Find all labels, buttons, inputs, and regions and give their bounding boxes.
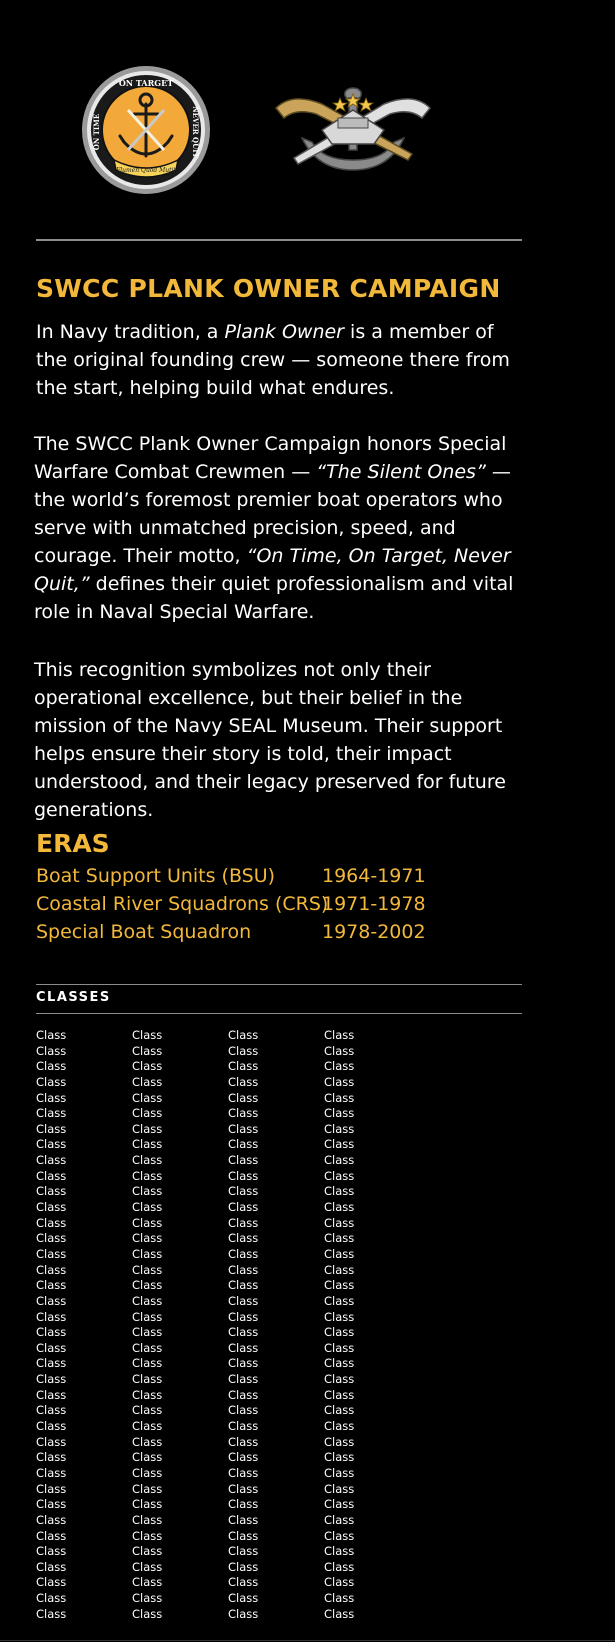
class-cell: Class [132, 1059, 163, 1074]
class-cell: Class [132, 1028, 163, 1042]
class-cell: Class [132, 1106, 163, 1121]
classes-grid [36, 1028, 436, 1622]
class-cell: Class [324, 1403, 355, 1418]
class-cell: Class [36, 1450, 67, 1465]
class-cell: Class [228, 1168, 259, 1183]
class-cell: Class [36, 1606, 67, 1621]
class-cell: Class [228, 1153, 259, 1168]
class-cell: Class [36, 1481, 67, 1496]
eras-title: ERAS [36, 829, 110, 858]
class-cell: Class [324, 1591, 355, 1606]
svg-text:ON TARGET: ON TARGET [118, 78, 174, 88]
svg-text:ON TIME: ON TIME [92, 113, 101, 151]
class-cell: Class [36, 1528, 67, 1543]
class-cell: Class [132, 1512, 163, 1527]
class-cell: Class [228, 1262, 259, 1277]
class-cell: Class [324, 1059, 355, 1074]
class-cell: Class [36, 1121, 67, 1136]
class-cell: Class [324, 1262, 355, 1277]
section-divider [36, 239, 522, 241]
class-cell: Class [132, 1325, 163, 1340]
class-cell: Class [132, 1575, 163, 1590]
class-cell: Class [324, 1246, 355, 1261]
class-cell: Class [324, 1497, 355, 1512]
class-cell: Class [228, 1309, 259, 1324]
class-cell: Class [36, 1246, 67, 1261]
classes-top-divider [36, 984, 522, 985]
class-cell: Class [132, 1293, 163, 1308]
class-cell: Class [132, 1340, 163, 1355]
class-cell: Class [36, 1387, 67, 1402]
class-cell: Class [36, 1497, 67, 1512]
class-cell: Class [132, 1372, 163, 1387]
eras-list [36, 862, 596, 946]
class-cell: Class [132, 1434, 163, 1449]
class-cell: Class [324, 1606, 355, 1621]
class-cell: Class [324, 1168, 355, 1183]
class-cell: Class [228, 1278, 259, 1293]
class-cell: Class [132, 1200, 163, 1215]
class-cell: Class [132, 1450, 163, 1465]
class-cell: Class [228, 1293, 259, 1308]
class-cell: Class [132, 1387, 163, 1402]
class-cell: Class [228, 1465, 259, 1480]
class-cell: Class [36, 1559, 67, 1574]
class-cell: Class [36, 1591, 67, 1606]
class-cell: Class [36, 1168, 67, 1183]
class-cell: Class [132, 1246, 163, 1261]
class-cell: Class [36, 1419, 67, 1434]
svg-text:Flumen Quod Mutit: Flumen Quod Mutit [116, 167, 176, 174]
campaign-intro-paragraph: In Navy tradition, a Plank Owner is a member of the original founding crew — someone there from the start, helping build what endures. [36, 321, 510, 399]
class-cell: Class [324, 1028, 355, 1042]
svg-text:NEVER QUIT: NEVER QUIT [191, 106, 200, 158]
era-name: Special Boat Squadron [36, 921, 252, 943]
class-cell: Class [36, 1106, 67, 1121]
class-cell: Class [36, 1340, 67, 1355]
class-cell: Class [132, 1419, 163, 1434]
class-cell: Class [324, 1293, 355, 1308]
class-cell: Class [132, 1074, 163, 1089]
class-cell: Class [228, 1106, 259, 1121]
campaign-recognition-paragraph: This recognition symbolizes not only their operational excellence, but their belief in the mission of the Navy SEAL Museum. Their support helps ensure their story is told, their impact understood, and their legacy preserved for future generations. [34, 659, 506, 821]
class-cell: Class [324, 1512, 355, 1527]
class-cell: Class [228, 1090, 259, 1105]
class-cell: Class [324, 1528, 355, 1543]
class-cell: Class [324, 1434, 355, 1449]
class-cell: Class [36, 1309, 67, 1324]
class-cell: Class [228, 1419, 259, 1434]
class-cell: Class [324, 1106, 355, 1121]
class-cell: Class [324, 1215, 355, 1230]
class-cell: Class [324, 1356, 355, 1371]
class-cell: Class [324, 1090, 355, 1105]
class-cell: Class [36, 1215, 67, 1230]
class-cell: Class [324, 1481, 355, 1496]
classes-bottom-divider [36, 1013, 522, 1014]
class-cell: Class [132, 1309, 163, 1324]
class-cell: Class [36, 1575, 67, 1590]
class-cell: Class [324, 1137, 355, 1152]
class-cell: Class [36, 1293, 67, 1308]
class-cell: Class [228, 1074, 259, 1089]
class-cell: Class [324, 1200, 355, 1215]
class-cell: Class [36, 1465, 67, 1480]
class-cell: Class [228, 1340, 259, 1355]
class-cell: Class [324, 1074, 355, 1089]
class-cell: Class [228, 1043, 259, 1058]
class-cell: Class [228, 1403, 259, 1418]
class-cell: Class [132, 1168, 163, 1183]
class-cell: Class [228, 1246, 259, 1261]
era-name: Coastal River Squadrons (CRS) [36, 893, 329, 915]
class-cell: Class [132, 1403, 163, 1418]
class-cell: Class [132, 1043, 163, 1058]
class-cell: Class [324, 1450, 355, 1465]
class-cell: Class [228, 1215, 259, 1230]
classes-label: CLASSES [36, 990, 111, 1005]
class-cell: Class [132, 1184, 163, 1199]
class-cell: Class [324, 1340, 355, 1355]
class-cell: Class [324, 1559, 355, 1574]
era-years: 1978-2002 [322, 921, 426, 943]
class-cell: Class [228, 1372, 259, 1387]
class-cell: Class [132, 1356, 163, 1371]
class-cell: Class [132, 1606, 163, 1621]
class-cell: Class [228, 1325, 259, 1340]
swcc-insignia [262, 78, 444, 178]
class-cell: Class [36, 1372, 67, 1387]
era-row [36, 890, 596, 918]
class-cell: Class [132, 1153, 163, 1168]
campaign-title: SWCC PLANK OWNER CAMPAIGN [36, 274, 501, 303]
logo-row [0, 60, 615, 200]
era-row [36, 918, 596, 946]
class-cell: Class [36, 1043, 67, 1058]
class-cell: Class [324, 1153, 355, 1168]
class-cell: Class [132, 1215, 163, 1230]
class-cell: Class [132, 1262, 163, 1277]
class-cell: Class [36, 1262, 67, 1277]
era-years: 1964-1971 [322, 865, 426, 887]
era-row [36, 862, 596, 890]
class-cell: Class [228, 1497, 259, 1512]
class-cell: Class [132, 1090, 163, 1105]
class-cell: Class [324, 1325, 355, 1340]
era-name: Boat Support Units (BSU) [36, 865, 276, 887]
class-cell: Class [228, 1450, 259, 1465]
class-cell: Class [228, 1184, 259, 1199]
campaign-honors-paragraph: The SWCC Plank Owner Campaign honors Special Warfare Combat Crewmen — “The Silent Ones” — the world’s foremost premier boat operators who serve with unmatched precision, speed, and courage. Their motto, “On Time, On Target, Never Quit,” defines their quiet professionalism and vital role in Naval Special Warfare. [34, 433, 514, 623]
class-cell: Class [132, 1559, 163, 1574]
class-cell: Class [228, 1606, 259, 1621]
class-cell: Class [324, 1465, 355, 1480]
class-cell: Class [36, 1278, 67, 1293]
class-cell: Class [324, 1419, 355, 1434]
class-cell: Class [324, 1278, 355, 1293]
class-cell: Class [36, 1403, 67, 1418]
class-cell: Class [36, 1325, 67, 1340]
class-cell: Class [36, 1356, 67, 1371]
swcc-coin-logo [80, 64, 212, 196]
class-cell: Class [36, 1028, 67, 1042]
class-cell: Class [324, 1309, 355, 1324]
class-cell: Class [132, 1137, 163, 1152]
class-cell: Class [36, 1512, 67, 1527]
class-cell: Class [228, 1137, 259, 1152]
class-cell: Class [228, 1434, 259, 1449]
class-cell: Class [36, 1184, 67, 1199]
class-cell: Class [36, 1544, 67, 1559]
class-cell: Class [132, 1231, 163, 1246]
class-cell: Class [324, 1043, 355, 1058]
class-cell: Class [228, 1559, 259, 1574]
class-cell: Class [36, 1137, 67, 1152]
class-cell: Class [324, 1372, 355, 1387]
class-cell: Class [228, 1544, 259, 1559]
class-cell: Class [36, 1153, 67, 1168]
class-cell: Class [36, 1434, 67, 1449]
class-cell: Class [132, 1278, 163, 1293]
class-cell: Class [324, 1544, 355, 1559]
class-cell: Class [324, 1121, 355, 1136]
class-cell: Class [228, 1528, 259, 1543]
class-cell: Class [228, 1591, 259, 1606]
class-cell: Class [132, 1544, 163, 1559]
class-cell: Class [228, 1231, 259, 1246]
class-cell: Class [228, 1356, 259, 1371]
class-cell: Class [324, 1184, 355, 1199]
class-cell: Class [132, 1591, 163, 1606]
class-cell: Class [324, 1387, 355, 1402]
class-cell: Class [324, 1575, 355, 1590]
class-cell: Class [132, 1497, 163, 1512]
class-cell: Class [228, 1481, 259, 1496]
page-bottom-divider [0, 1640, 615, 1641]
class-cell: Class [36, 1074, 67, 1089]
class-cell: Class [132, 1528, 163, 1543]
class-cell: Class [228, 1028, 259, 1042]
class-cell: Class [36, 1090, 67, 1105]
class-cell: Class [132, 1121, 163, 1136]
class-cell: Class [36, 1200, 67, 1215]
class-cell: Class [132, 1481, 163, 1496]
class-cell: Class [36, 1059, 67, 1074]
class-cell: Class [228, 1575, 259, 1590]
class-cell: Class [228, 1121, 259, 1136]
class-cell: Class [36, 1231, 67, 1246]
class-cell: Class [324, 1231, 355, 1246]
class-cell: Class [228, 1059, 259, 1074]
class-cell: Class [228, 1200, 259, 1215]
class-cell: Class [228, 1387, 259, 1402]
era-years: 1971-1978 [322, 893, 426, 915]
class-cell: Class [228, 1512, 259, 1527]
class-cell: Class [132, 1465, 163, 1480]
